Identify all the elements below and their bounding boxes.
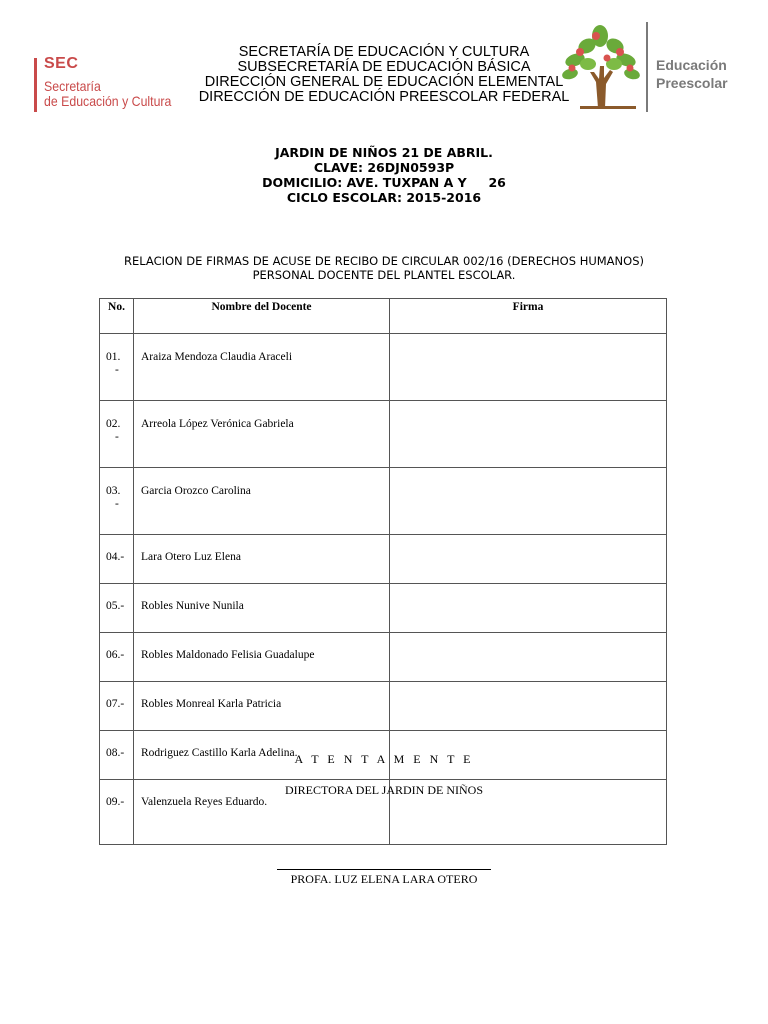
sec-logo-line1: Secretaría (44, 78, 101, 94)
school-ciclo: CICLO ESCOLAR: 2015-2016 (286, 190, 482, 205)
row-name: Robles Nunive Nunila (134, 584, 390, 633)
sec-logo-bar (34, 58, 37, 112)
sec-logo-abbr: SEC (44, 55, 79, 72)
relacion-line2: PERSONAL DOCENTE DEL PLANTEL ESCOLAR. (252, 268, 516, 282)
closing-signatory: PROFA. LUZ ELENA LARA OTERO (290, 872, 478, 886)
table-row (100, 633, 667, 682)
school-clave: CLAVE: 26DJN0593P (313, 160, 455, 175)
table-header-row (100, 299, 667, 334)
row-firma[interactable] (390, 682, 667, 731)
row-firma[interactable] (390, 633, 667, 682)
row-name: Valenzuela Reyes Eduardo. (134, 780, 390, 845)
row-name: Arreola López Verónica Gabriela (134, 401, 390, 468)
row-firma[interactable] (390, 535, 667, 584)
row-number: 07.- (100, 682, 134, 731)
school-domicilio: DOMICILIO: AVE. TUXPAN A Y 26 (262, 175, 506, 190)
table-row (100, 468, 667, 535)
relacion-line1: RELACION DE FIRMAS DE ACUSE DE RECIBO DE CIRCULAR 002/16 (DERECHOS HUMANOS) (123, 254, 644, 268)
header-line-4: DIRECCIÓN DE EDUCACIÓN PREESCOLAR FEDERAL (198, 89, 570, 105)
table-row (100, 401, 667, 468)
edu-logo-line2: Preescolar (656, 75, 728, 91)
relacion-heading (90, 254, 678, 282)
table-row (100, 682, 667, 731)
closing-atentamente: A T E N T A M E N T E (294, 752, 474, 766)
row-name: Lara Otero Luz Elena (134, 535, 390, 584)
edu-logo-line1: Educación (656, 57, 727, 73)
header-line-3: DIRECCIÓN GENERAL DE EDUCACIÓN ELEMENTAL (204, 74, 564, 90)
row-number: 08.- (100, 731, 134, 780)
tree-logo-icon (560, 22, 642, 112)
row-number-suffix: - (115, 431, 119, 443)
row-number (100, 468, 134, 535)
row-number-text: 02. (106, 418, 121, 430)
row-number: 06.- (100, 633, 134, 682)
header-line-2: SUBSECRETARÍA DE EDUCACIÓN BÁSICA (237, 59, 531, 75)
row-firma[interactable] (390, 401, 667, 468)
table-row (100, 535, 667, 584)
sec-logo-line2: de Educación y Cultura (44, 93, 172, 109)
table-row (100, 334, 667, 401)
row-number (100, 334, 134, 401)
row-number-text: 03. (106, 485, 121, 497)
edu-logo-text (656, 56, 728, 92)
row-firma[interactable] (390, 584, 667, 633)
header-no: No. (100, 299, 134, 334)
row-number: 04.- (100, 535, 134, 584)
header-text (170, 45, 598, 105)
row-number (100, 401, 134, 468)
closing-directora: DIRECTORA DEL JARDIN DE NIÑOS (285, 783, 483, 797)
row-name: Garcia Orozco Carolina (134, 468, 390, 535)
row-name: Robles Monreal Karla Patricia (134, 682, 390, 731)
school-info (160, 145, 608, 205)
row-name: Rodriguez Castillo Karla Adelina. (134, 731, 390, 780)
header-firma: Firma (390, 299, 667, 334)
signature-line (277, 869, 491, 870)
row-name: Araiza Mendoza Claudia Araceli (134, 334, 390, 401)
row-firma[interactable] (390, 334, 667, 401)
row-name: Robles Maldonado Felisia Guadalupe (134, 633, 390, 682)
school-name: JARDIN DE NIÑOS 21 DE ABRIL. (275, 145, 493, 160)
row-number-suffix: - (115, 498, 119, 510)
row-number-text: 01. (106, 351, 121, 363)
table-row (100, 584, 667, 633)
row-number-suffix: - (115, 364, 119, 376)
header-line-1: SECRETARÍA DE EDUCACIÓN Y CULTURA (238, 44, 530, 60)
edu-logo-divider (646, 22, 648, 112)
row-number: 05.- (100, 584, 134, 633)
row-number: 09.- (100, 780, 134, 845)
row-firma[interactable] (390, 468, 667, 535)
header-nombre: Nombre del Docente (134, 299, 390, 334)
